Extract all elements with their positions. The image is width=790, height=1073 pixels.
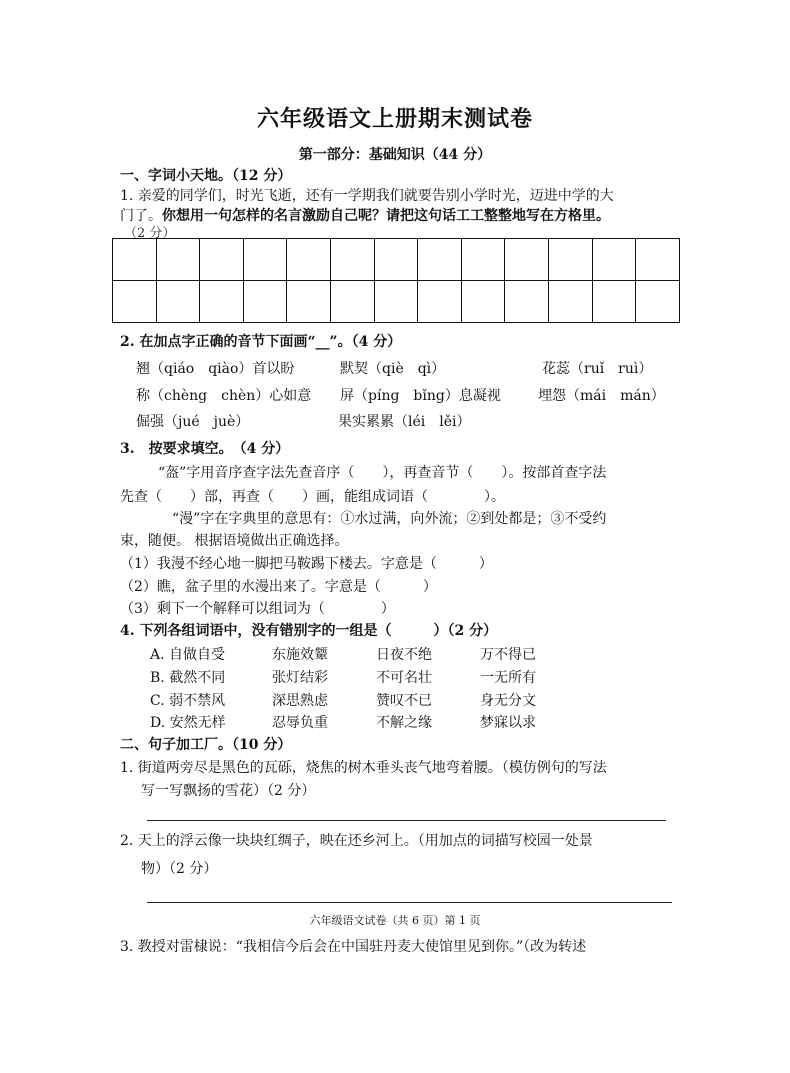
pinyin-item[interactable]: 称（chèng chèn）心如意 bbox=[136, 388, 312, 404]
grid-cell[interactable] bbox=[200, 239, 244, 281]
page-footer: 六年级语文试卷（共 6 页）第 1 页 bbox=[309, 914, 481, 927]
s2-question-3-line-1: 3. 教授对雷棣说：“我相信今后会在中国驻丹麦大使馆里见到你。”（改为转述 bbox=[120, 939, 587, 955]
grid-cell[interactable] bbox=[636, 239, 680, 281]
grid-cell[interactable] bbox=[113, 239, 157, 281]
grid-cell[interactable] bbox=[548, 281, 592, 323]
section-two-heading: 二、句子加工厂。（10 分） bbox=[120, 737, 292, 753]
grid-row bbox=[113, 239, 680, 281]
option-b-word-3: 不可名壮 bbox=[376, 670, 432, 686]
option-d-word-3: 不解之缘 bbox=[376, 715, 432, 731]
grid-cell[interactable] bbox=[287, 281, 331, 323]
question-3-line-3: “漫”字在字典里的意思有：①水过满，向外流；②到处都是；③不受约 bbox=[172, 511, 607, 527]
grid-cell[interactable] bbox=[243, 281, 287, 323]
grid-cell[interactable] bbox=[374, 281, 418, 323]
grid-cell[interactable] bbox=[548, 239, 592, 281]
question-3-sub-2: （2）瞧，盆子里的水漫出来了。字意是（ ） bbox=[120, 579, 437, 595]
writing-grid[interactable] bbox=[112, 238, 680, 323]
section-one-heading: 一、字词小天地。（12 分） bbox=[120, 168, 292, 184]
grid-cell[interactable] bbox=[156, 281, 200, 323]
question-3-line-2: 先查（ ）部，再查（ ）画，能组成词语（ ）。 bbox=[120, 489, 505, 505]
question-4-prompt: 4. 下列各组词语中，没有错别字的一组是（ ）（2 分） bbox=[120, 623, 498, 639]
grid-cell[interactable] bbox=[418, 281, 462, 323]
part-one-heading: 第一部分：基础知识（44 分） bbox=[298, 147, 492, 163]
pinyin-item[interactable]: 果实累累（léi lěi） bbox=[338, 414, 471, 430]
option-a-word-1[interactable]: A. 自做自受 bbox=[150, 647, 226, 663]
grid-cell[interactable] bbox=[592, 239, 636, 281]
pinyin-item[interactable]: 花蕊（ruǐ ruì） bbox=[542, 361, 653, 377]
answer-line-1[interactable] bbox=[147, 820, 666, 821]
question-1-line-2-bold: 你想用一句怎样的名言激励自己呢？请把这句话工工整整地写在方格里。 bbox=[162, 208, 610, 224]
option-b-word-2: 张灯结彩 bbox=[272, 670, 328, 686]
grid-cell[interactable] bbox=[636, 281, 680, 323]
question-3-line-4: 束，随便。 根据语境做出正确选择。 bbox=[120, 533, 349, 549]
option-a-word-3: 日夜不绝 bbox=[376, 647, 432, 663]
option-c-word-2: 深思熟虑 bbox=[272, 693, 328, 709]
pinyin-item[interactable]: 埋怨（mái mán） bbox=[538, 388, 665, 404]
grid-cell[interactable] bbox=[505, 239, 549, 281]
question-3-line-1: “盔”字用音序查字法先查音序（ ），再查音节（ ）。按部首查字法 bbox=[158, 465, 607, 481]
option-c-word-3: 赞叹不已 bbox=[376, 693, 432, 709]
answer-line-2[interactable] bbox=[147, 902, 672, 903]
grid-cell[interactable] bbox=[287, 239, 331, 281]
grid-cell[interactable] bbox=[330, 239, 374, 281]
grid-cell[interactable] bbox=[200, 281, 244, 323]
question-1-line-2-normal: 门了。 bbox=[120, 208, 162, 224]
question-1-line-2 bbox=[120, 205, 610, 225]
option-d-word-2: 忍辱负重 bbox=[272, 715, 328, 731]
exam-title: 六年级语文上册期末测试卷 bbox=[256, 106, 533, 132]
option-a-word-4: 万不得已 bbox=[480, 647, 536, 663]
grid-cell[interactable] bbox=[374, 239, 418, 281]
s2-question-1-line-1: 1. 街道两旁尽是黑色的瓦砾，烧焦的树木垂头丧气地弯着腰。（模仿例句的写法 bbox=[120, 760, 607, 776]
grid-cell[interactable] bbox=[243, 239, 287, 281]
grid-cell[interactable] bbox=[461, 239, 505, 281]
grid-cell[interactable] bbox=[418, 239, 462, 281]
grid-cell[interactable] bbox=[156, 239, 200, 281]
question-3-sub-3: （3）剩下一个解释可以组词为（ ） bbox=[120, 601, 395, 617]
option-d-word-4: 梦寐以求 bbox=[480, 715, 536, 731]
grid-cell[interactable] bbox=[461, 281, 505, 323]
s2-question-1-line-2: 写一写飘扬的雪花）（2 分） bbox=[141, 783, 316, 799]
question-1-score: （2 分） bbox=[124, 226, 176, 241]
grid-row bbox=[113, 281, 680, 323]
option-c-word-1[interactable]: C. 弱不禁风 bbox=[150, 693, 226, 709]
option-d-word-1[interactable]: D. 安然无样 bbox=[150, 715, 226, 731]
question-1-line-1: 1. 亲爱的同学们，时光飞逝，还有一学期我们就要告别小学时光，迈进中学的大 bbox=[120, 188, 614, 204]
s2-question-2-line-1: 2. 天上的浮云像一块块红绸子，映在还乡河上。（用加点的词描写校园一处景 bbox=[120, 833, 593, 849]
pinyin-item[interactable]: 翘（qiáo qiào）首以盼 bbox=[136, 361, 295, 377]
s2-question-2-line-2: 物）（2 分） bbox=[141, 861, 218, 877]
option-b-word-1[interactable]: B. 截然不同 bbox=[150, 670, 226, 686]
option-a-word-2: 东施效颦 bbox=[272, 647, 328, 663]
question-3-sub-1: （1）我漫不经心地一脚把马鞍踢下楼去。字意是（ ） bbox=[120, 556, 493, 572]
grid-cell[interactable] bbox=[113, 281, 157, 323]
grid-cell[interactable] bbox=[330, 281, 374, 323]
option-b-word-4: 一无所有 bbox=[480, 670, 536, 686]
pinyin-item[interactable]: 默契（qiè qì） bbox=[340, 361, 446, 377]
pinyin-item[interactable]: 倔强（jué juè） bbox=[136, 414, 250, 430]
question-3-prompt: 3. 按要求填空。 （4 分） bbox=[120, 441, 290, 457]
grid-cell[interactable] bbox=[592, 281, 636, 323]
question-2-prompt: 2. 在加点字正确的音节下面画“__”。（4 分） bbox=[120, 334, 402, 350]
pinyin-item[interactable]: 屏（píng bǐng）息凝视 bbox=[340, 388, 501, 404]
option-c-word-4: 身无分文 bbox=[480, 693, 536, 709]
grid-cell[interactable] bbox=[505, 281, 549, 323]
